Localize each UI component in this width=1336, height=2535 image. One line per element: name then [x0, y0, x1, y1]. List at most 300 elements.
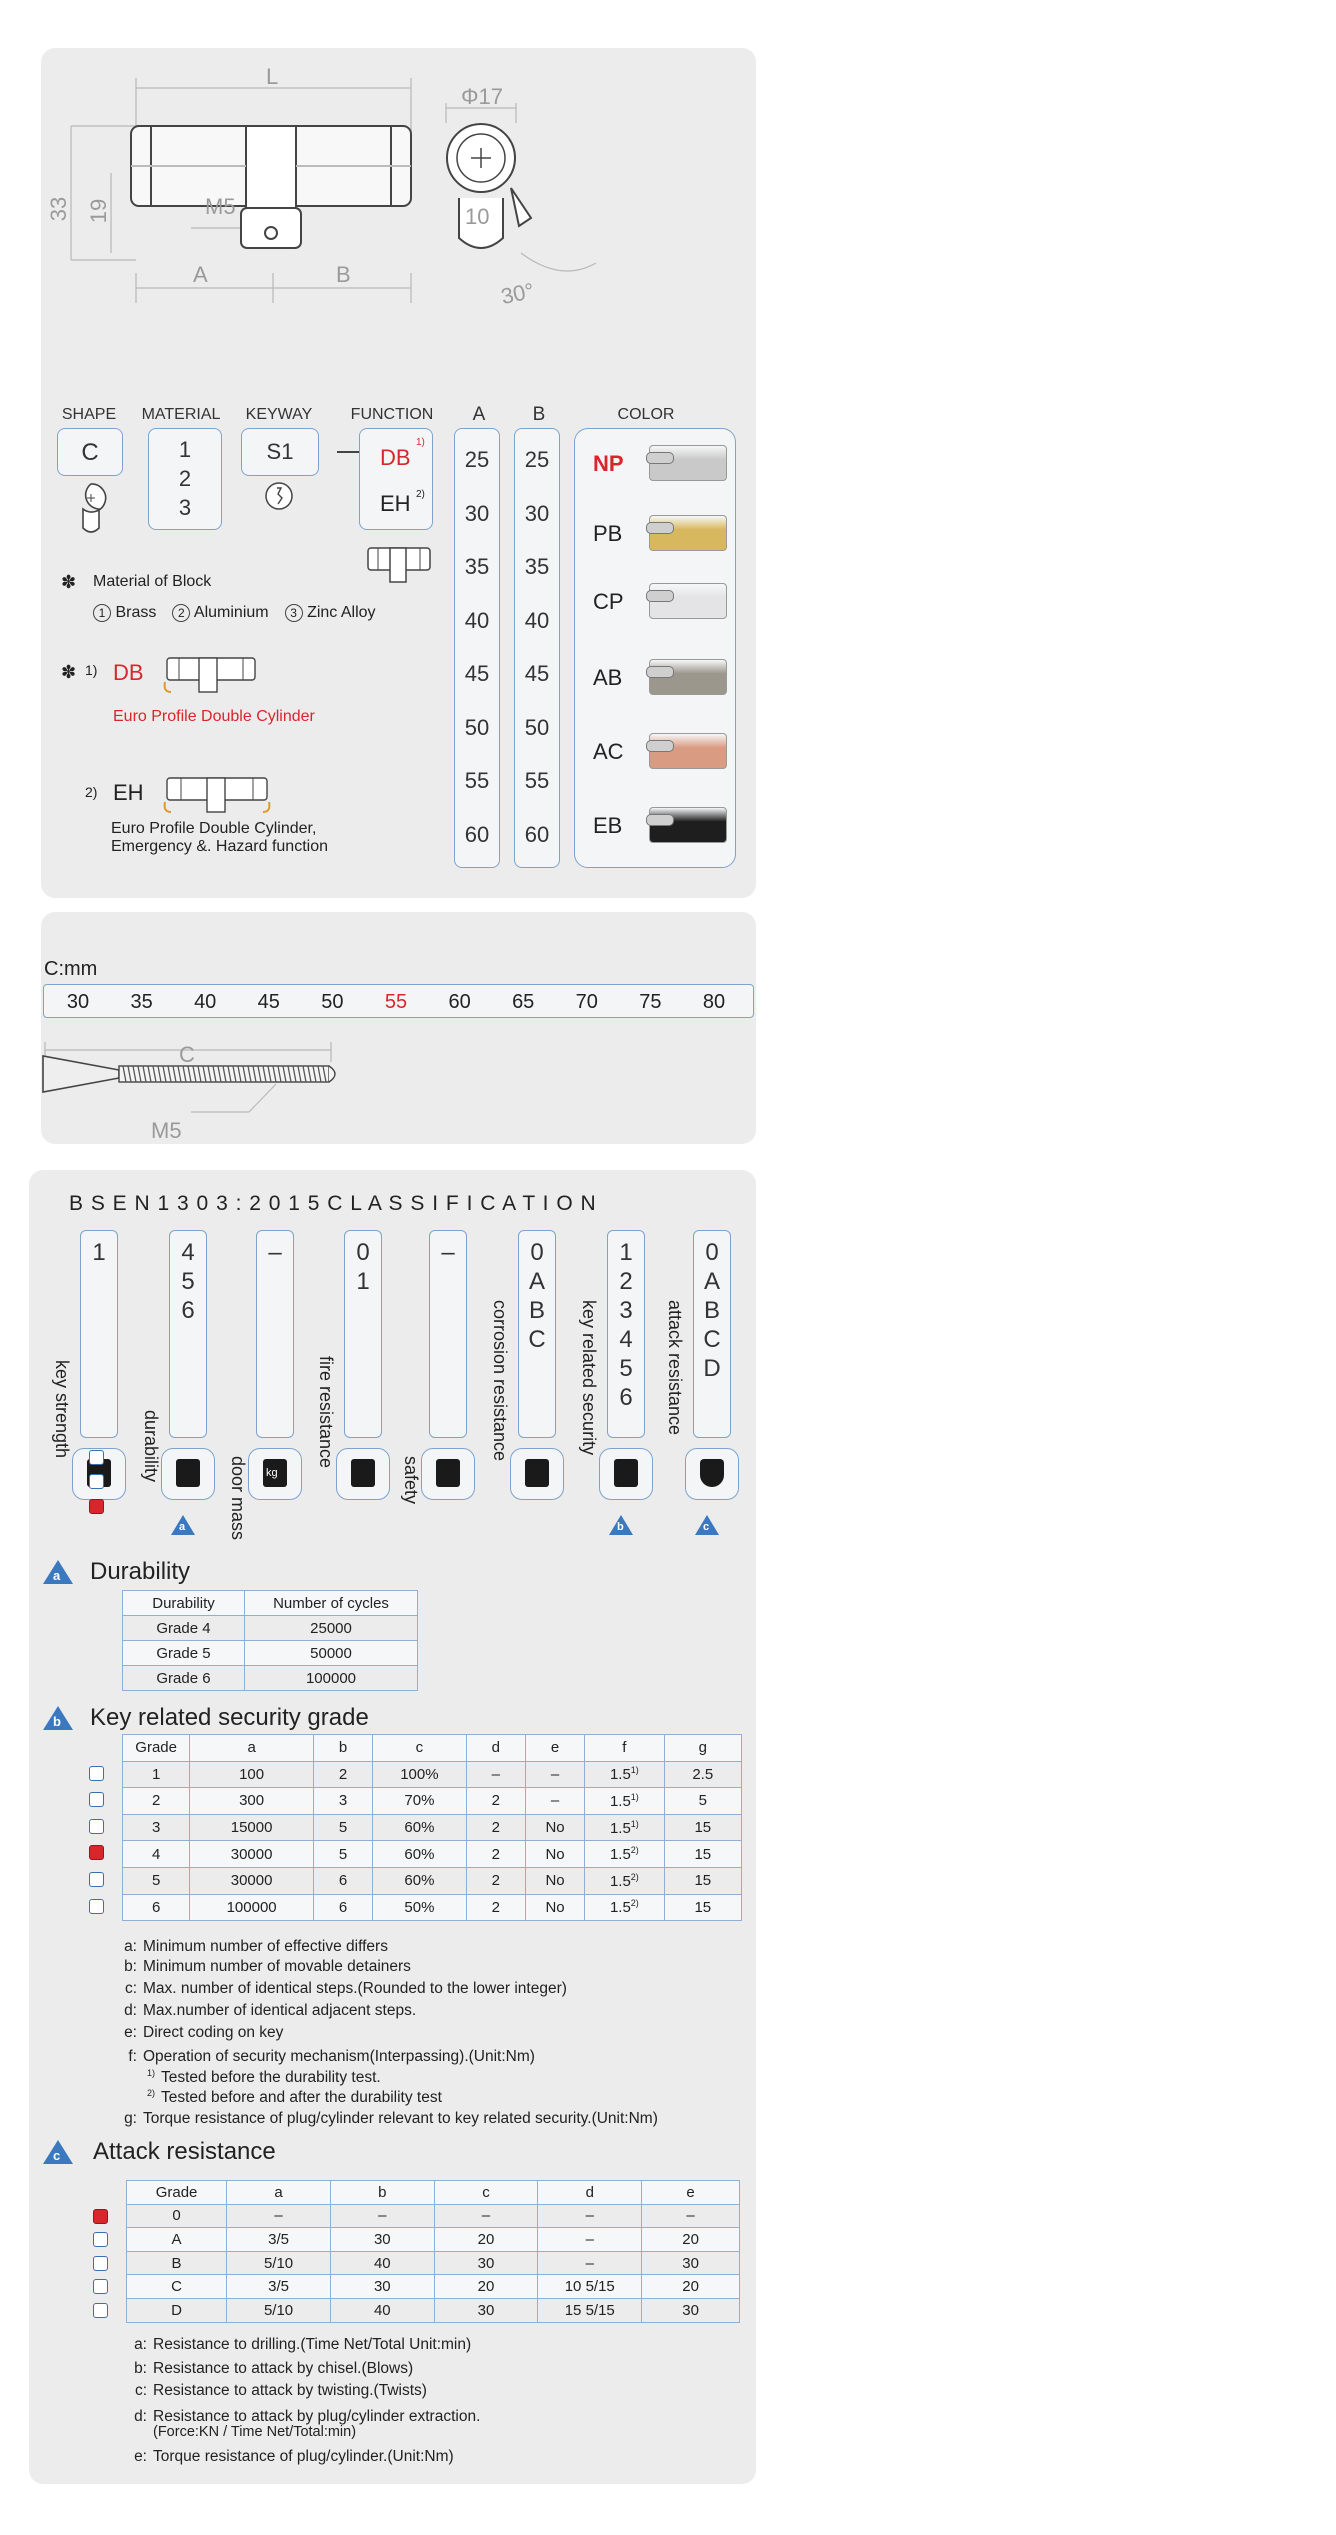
header-a: A — [472, 404, 486, 425]
note2-desc-2: Emergency &. Hazard function — [111, 838, 328, 855]
length-a-35: 35 — [464, 554, 490, 579]
class-label-corrosion-resistance: corrosion resistance — [490, 1300, 510, 1462]
table-cell: 4 — [123, 1841, 190, 1868]
color-code-pb: PB — [593, 521, 623, 546]
color-swatch-np — [649, 445, 727, 481]
table-cell: A — [127, 2228, 227, 2252]
keysec-header-cell: Grade — [123, 1735, 190, 1762]
attack-title: Attack resistance — [93, 2138, 276, 2165]
table-row — [123, 1616, 418, 1641]
class-box-safety — [429, 1230, 467, 1438]
table-cell: 60% — [373, 1867, 466, 1894]
class-badge-a: a — [171, 1515, 195, 1535]
dim-33: 33 — [46, 196, 72, 222]
table-cell: 10 5/15 — [538, 2275, 642, 2299]
keysec-checkbox-4[interactable] — [89, 1872, 104, 1887]
table-cell: – — [538, 2228, 642, 2252]
attack-note: (Force:KN / Time Net/Total:min) — [153, 2424, 357, 2440]
length-a-40: 40 — [464, 607, 490, 633]
table-row — [123, 1788, 742, 1815]
table-row — [123, 1761, 742, 1788]
keysec-header-cell: e — [525, 1735, 584, 1762]
table-row — [127, 2275, 740, 2299]
keysec-note: a: Minimum number of effective differs — [124, 1938, 388, 1955]
table-cell: 1.5$^{2)}$ — [585, 1894, 664, 1921]
eh-cylinder-icon — [157, 772, 277, 822]
badge-a: a — [43, 1560, 73, 1584]
keysec-header-cell: g — [664, 1735, 741, 1762]
class-label-durability: durability — [141, 1410, 161, 1483]
key-icon — [646, 814, 674, 826]
keysec-title: Key related security grade — [90, 1704, 369, 1731]
keysec-header-row — [123, 1735, 742, 1762]
fire-icon — [336, 1448, 390, 1500]
class-box-durability — [169, 1230, 207, 1438]
table-cell: 0 — [127, 2204, 227, 2228]
length-a-45: 45 — [464, 661, 490, 686]
durability-checkbox-0[interactable] — [89, 1450, 104, 1465]
table-cell: 20 — [642, 2228, 740, 2252]
header-keyway: KEYWAY — [245, 406, 313, 423]
keyway-box — [241, 428, 319, 476]
class-value-5-2: B — [528, 1297, 545, 1324]
header-function: FUNCTION — [350, 406, 434, 423]
asterisk-icon: ✽ — [61, 572, 77, 592]
attack-checkbox-2[interactable] — [93, 2256, 108, 2271]
class-value-7-4: D — [703, 1355, 721, 1382]
table-row — [127, 2251, 740, 2275]
table-cell: C — [127, 2275, 227, 2299]
class-value-1-2: 6 — [181, 1297, 195, 1324]
class-value-4-0: – — [441, 1239, 455, 1266]
lock-icon — [599, 1448, 653, 1500]
length-a-box — [454, 428, 500, 868]
color-swatch-eb — [649, 807, 727, 843]
table-cell: 15 — [664, 1867, 741, 1894]
class-value-6-2: 3 — [619, 1297, 633, 1324]
spec-panel — [41, 48, 756, 898]
dim-angle: 30° — [498, 277, 537, 310]
keyway-value: S1 — [266, 439, 294, 464]
dim-10: 10 — [465, 204, 490, 229]
table-cell: 2 — [466, 1867, 525, 1894]
class-value-3-0: 0 — [356, 1239, 370, 1266]
class-value-3-1: 1 — [356, 1268, 370, 1295]
table-row — [127, 2298, 740, 2322]
attack-note: e: Torque resistance of plug/cylinder.(Unit:Nm) — [134, 2448, 454, 2465]
attack-checkbox-0[interactable] — [93, 2209, 108, 2224]
attack-checkbox-1[interactable] — [93, 2232, 108, 2247]
material-value-2: 2 — [178, 466, 192, 491]
block-title: Material of Block — [93, 573, 212, 590]
table-cell: 2 — [466, 1894, 525, 1921]
class-value-6-0: 1 — [619, 1239, 633, 1266]
keysec-table — [122, 1734, 742, 1921]
note2-code: EH — [113, 780, 144, 805]
table-cell: 5/10 — [227, 2251, 331, 2275]
table-cell: 1.5$^{1)}$ — [585, 1814, 664, 1841]
table-row — [123, 1894, 742, 1921]
length-b-35: 35 — [524, 554, 550, 579]
color-swatch-pb — [649, 515, 727, 551]
table-cell: 1.5$^{2)}$ — [585, 1841, 664, 1868]
table-cell: Grade 6 — [123, 1666, 245, 1691]
keysec-note: 1) Tested before the durability test. — [146, 2068, 381, 2087]
attack-header-cell: c — [434, 2181, 538, 2205]
class-value-6-5: 6 — [619, 1384, 633, 1411]
screw-c-label: C — [179, 1042, 195, 1067]
attack-note: c: Resistance to attack by twisting.(Twists) — [134, 2382, 427, 2399]
screw-length-45: 45 — [257, 991, 280, 1013]
classification-title: B S E N 1 3 0 3 : 2 0 1 5 C L A S S I F I C A T I O N — [69, 1192, 597, 1215]
class-badge-c: c — [695, 1515, 719, 1535]
function-db-sup: 1) — [416, 437, 425, 448]
class-value-7-3: C — [703, 1326, 721, 1353]
keysec-note: b: Minimum number of movable detainers — [124, 1958, 411, 1975]
table-cell: 30 — [434, 2251, 538, 2275]
screw-length-55: 55 — [384, 991, 408, 1013]
screw-unit: C:mm — [44, 958, 98, 980]
keysec-note: d: Max.number of identical adjacent steps. — [124, 2002, 417, 2019]
table-cell: 6 — [313, 1894, 372, 1921]
class-label-fire-resistance: fire resistance — [316, 1356, 336, 1469]
table-cell: 2 — [123, 1788, 190, 1815]
table-cell: 3 — [123, 1814, 190, 1841]
table-cell: 30 — [642, 2298, 740, 2322]
screw-m5-label: M5 — [151, 1118, 182, 1143]
table-cell: 1.5$^{1)}$ — [585, 1761, 664, 1788]
badge-b: b — [43, 1706, 73, 1730]
table-cell: 30000 — [190, 1867, 314, 1894]
table-cell: – — [434, 2204, 538, 2228]
note2-marker: 2) — [85, 784, 98, 800]
screw-panel — [41, 912, 756, 1144]
table-cell: – — [538, 2251, 642, 2275]
table-cell: B — [127, 2251, 227, 2275]
length-b-55: 55 — [524, 768, 550, 793]
function-box — [359, 428, 433, 530]
screw-length-60: 60 — [448, 991, 471, 1013]
note1-code: DB — [113, 660, 144, 685]
table-row — [123, 1867, 742, 1894]
attack-header-row — [127, 2181, 740, 2205]
durability-header-cell: Number of cycles — [245, 1591, 418, 1616]
table-cell: 40 — [330, 2298, 434, 2322]
table-cell: 6 — [313, 1867, 372, 1894]
table-cell: 15000 — [190, 1814, 314, 1841]
table-cell: 1.5$^{2)}$ — [585, 1867, 664, 1894]
table-cell: 100% — [373, 1761, 466, 1788]
function-eh-sup: 2) — [416, 489, 425, 500]
class-value-5-3: C — [528, 1326, 546, 1353]
length-a-55: 55 — [464, 768, 490, 793]
cylinder-drawing — [41, 48, 756, 348]
note2-desc-1: Euro Profile Double Cylinder, — [111, 820, 317, 837]
class-box-corrosion-resistance — [518, 1230, 556, 1438]
dim-a: A — [193, 262, 208, 287]
table-cell: 30 — [642, 2251, 740, 2275]
color-swatch-ac — [649, 733, 727, 769]
table-row — [123, 1841, 742, 1868]
length-a-25: 25 — [464, 447, 490, 472]
durability-header-cell: Durability — [123, 1591, 245, 1616]
keysec-note: 2) Tested before and after the durability test — [146, 2088, 442, 2107]
class-label-attack-resistance: attack resistance — [665, 1300, 685, 1436]
function-eh: EH — [380, 491, 411, 516]
block-item-brass: 1 Brass — [93, 604, 156, 622]
table-cell: 70% — [373, 1788, 466, 1815]
table-cell: 6 — [123, 1894, 190, 1921]
attack-header-cell: e — [642, 2181, 740, 2205]
dim-m5: M5 — [205, 194, 236, 219]
key-icon — [646, 740, 674, 752]
table-cell: No — [525, 1894, 584, 1921]
block-item-zinc: 3 Zinc Alloy — [285, 604, 376, 622]
attack-note: d: Resistance to attack by plug/cylinder extraction. — [134, 2408, 481, 2425]
keysec-note: e: Direct coding on key — [124, 2024, 284, 2041]
attack-table — [126, 2180, 740, 2323]
table-cell: 5 — [123, 1867, 190, 1894]
table-cell: 3 — [313, 1788, 372, 1815]
durability-title: Durability — [90, 1558, 191, 1585]
length-b-50: 50 — [524, 714, 550, 740]
asterisk-icon-2: ✽ — [61, 662, 77, 682]
table-cell: 50% — [373, 1894, 466, 1921]
table-cell: 60% — [373, 1814, 466, 1841]
class-value-6-3: 4 — [619, 1326, 633, 1353]
class-value-7-0: 0 — [705, 1239, 719, 1266]
keysec-header-cell: b — [313, 1735, 372, 1762]
table-cell: – — [466, 1761, 525, 1788]
table-cell: 3/5 — [227, 2228, 331, 2252]
table-cell: – — [538, 2204, 642, 2228]
keysec-header-cell: a — [190, 1735, 314, 1762]
table-cell: 30 — [330, 2275, 434, 2299]
key-icon — [646, 452, 674, 464]
table-cell: 5 — [313, 1841, 372, 1868]
screw-length-40: 40 — [194, 991, 217, 1013]
table-row — [127, 2228, 740, 2252]
keyway-icon — [263, 480, 295, 512]
table-cell: 2 — [466, 1788, 525, 1815]
key-icon — [646, 522, 674, 534]
table-cell: 60% — [373, 1841, 466, 1868]
table-cell: – — [525, 1788, 584, 1815]
class-value-6-1: 2 — [619, 1268, 633, 1295]
table-cell: D — [127, 2298, 227, 2322]
table-cell: 1.5$^{1)}$ — [585, 1788, 664, 1815]
table-row — [123, 1641, 418, 1666]
screw-length-80: 80 — [702, 991, 726, 1013]
class-value-5-0: 0 — [530, 1239, 544, 1266]
keysec-note: g: Torque resistance of plug/cylinder relevant to key related security.(Unit:Nm) — [124, 2110, 658, 2127]
attack-checkbox-3[interactable] — [93, 2279, 108, 2294]
key-icon — [646, 666, 674, 678]
class-label-key-strength: key strength — [52, 1360, 72, 1459]
cylinder-icon — [366, 544, 432, 588]
length-b-25: 25 — [524, 447, 550, 472]
color-code-np: NP — [593, 451, 624, 476]
table-cell: 2.5 — [664, 1761, 741, 1788]
keysec-checkbox-3[interactable] — [89, 1845, 104, 1860]
table-cell: 20 — [434, 2228, 538, 2252]
classification-panel — [29, 1170, 756, 2484]
screw-length-35: 35 — [130, 991, 153, 1013]
header-material: MATERIAL — [141, 406, 221, 423]
header-color: COLOR — [617, 406, 675, 423]
table-cell: – — [525, 1761, 584, 1788]
class-value-6-4: 5 — [619, 1355, 633, 1382]
keysec-header-cell: f — [585, 1735, 664, 1762]
note1-marker: 1) — [85, 662, 98, 678]
attack-note: b: Resistance to attack by chisel.(Blows) — [134, 2360, 414, 2377]
table-cell: – — [642, 2204, 740, 2228]
keysec-note: c: Max. number of identical steps.(Rounded to the lower integer) — [124, 1980, 567, 1997]
class-label-safety: safety — [401, 1456, 421, 1505]
table-cell: 30000 — [190, 1841, 314, 1868]
color-swatch-cp — [649, 583, 727, 619]
table-cell: – — [330, 2204, 434, 2228]
note1-desc: Euro Profile Double Cylinder — [113, 708, 315, 725]
table-cell: 2 — [466, 1841, 525, 1868]
keysec-checkbox-5[interactable] — [89, 1899, 104, 1914]
dim-phi: Φ17 — [461, 84, 504, 109]
table-cell: 25000 — [245, 1616, 418, 1641]
length-b-60: 60 — [524, 821, 550, 847]
db-cylinder-icon — [159, 652, 259, 700]
color-code-ac: AC — [593, 739, 624, 764]
keysec-header-cell: c — [373, 1735, 466, 1762]
shape-box — [57, 428, 123, 476]
length-a-30: 30 — [464, 500, 490, 526]
table-cell: 5 — [313, 1814, 372, 1841]
function-db: DB — [380, 445, 411, 470]
keysec-checkbox-0[interactable] — [89, 1766, 104, 1781]
dim-l: L — [266, 64, 279, 89]
table-cell: 100000 — [245, 1666, 418, 1691]
keysec-checkbox-2[interactable] — [89, 1819, 104, 1834]
attack-header-cell: a — [227, 2181, 331, 2205]
table-cell: No — [525, 1841, 584, 1868]
table-cell: 5/10 — [227, 2298, 331, 2322]
class-value-1-1: 5 — [181, 1268, 195, 1295]
class-value-5-1: A — [528, 1268, 545, 1295]
attack-header-cell: Grade — [127, 2181, 227, 2205]
class-label-key-related-security: key related security — [579, 1300, 599, 1456]
length-a-60: 60 — [464, 821, 490, 847]
table-cell: 30 — [330, 2228, 434, 2252]
table-row — [127, 2204, 740, 2228]
keysec-checkbox-1[interactable] — [89, 1792, 104, 1807]
screw-length-50: 50 — [321, 991, 344, 1013]
class-box-key-strength — [80, 1230, 118, 1438]
class-box-door-mass — [256, 1230, 294, 1438]
kg-icon — [248, 1448, 302, 1500]
color-code-eb: EB — [593, 813, 623, 838]
length-b-30: 30 — [524, 500, 550, 526]
profile-shape-icon — [71, 480, 111, 538]
dim-b: B — [336, 262, 351, 287]
attack-checkbox-4[interactable] — [93, 2303, 108, 2318]
table-cell: 100 — [190, 1761, 314, 1788]
class-value-0-0: 1 — [92, 1239, 106, 1266]
table-cell: 300 — [190, 1788, 314, 1815]
screw-length-65: 65 — [512, 991, 535, 1013]
length-b-box — [514, 428, 560, 868]
class-box-key-related-security — [607, 1230, 645, 1438]
kg-label: kg — [266, 1467, 278, 1479]
screw-length-75: 75 — [639, 991, 662, 1013]
material-value-3: 3 — [178, 495, 192, 520]
durability-table — [122, 1590, 418, 1691]
color-code-cp: CP — [593, 589, 624, 614]
header-shape: SHAPE — [61, 406, 117, 423]
attack-header-cell: d — [538, 2181, 642, 2205]
screw-drawing — [41, 1022, 381, 1132]
length-b-40: 40 — [524, 607, 550, 633]
header-b: B — [532, 404, 546, 425]
class-label-door-mass: door mass — [228, 1456, 248, 1541]
table-cell: 40 — [330, 2251, 434, 2275]
length-a-50: 50 — [464, 714, 490, 740]
table-cell: 100000 — [190, 1894, 314, 1921]
class-value-7-1: A — [703, 1268, 720, 1295]
table-cell: 2 — [313, 1761, 372, 1788]
dim-19: 19 — [86, 198, 112, 224]
table-cell: 30 — [434, 2298, 538, 2322]
cross-icon — [421, 1448, 475, 1500]
badge-c: c — [43, 2140, 73, 2164]
table-cell: 15 — [664, 1894, 741, 1921]
block-item-aluminium: 2 Aluminium — [172, 604, 268, 622]
screw-length-70: 70 — [575, 991, 598, 1013]
screw-length-box — [43, 984, 754, 1018]
key-icon — [646, 590, 674, 602]
material-box — [148, 428, 222, 530]
durability-header-row — [123, 1591, 418, 1616]
class-badge-b: b — [609, 1515, 633, 1535]
table-cell: 50000 — [245, 1641, 418, 1666]
shield-icon — [685, 1448, 739, 1500]
table-cell: 15 5/15 — [538, 2298, 642, 2322]
durability-checkbox-2[interactable] — [89, 1499, 104, 1514]
table-cell: 2 — [466, 1814, 525, 1841]
class-box-fire-resistance — [344, 1230, 382, 1438]
class-value-7-2: B — [703, 1297, 720, 1324]
table-cell: Grade 4 — [123, 1616, 245, 1641]
hourglass-icon — [161, 1448, 215, 1500]
table-row — [123, 1666, 418, 1691]
shape-value: C — [81, 439, 99, 466]
table-cell: No — [525, 1867, 584, 1894]
table-cell: 15 — [664, 1814, 741, 1841]
screw-length-30: 30 — [66, 991, 90, 1013]
table-cell: 20 — [642, 2275, 740, 2299]
block-items — [93, 604, 376, 622]
table-cell: Grade 5 — [123, 1641, 245, 1666]
durability-checkbox-1[interactable] — [89, 1474, 104, 1489]
color-swatch-ab — [649, 659, 727, 695]
attack-header-cell: b — [330, 2181, 434, 2205]
length-b-45: 45 — [524, 661, 550, 686]
class-value-2-0: – — [268, 1239, 282, 1266]
class-value-1-0: 4 — [181, 1239, 195, 1266]
keyway-dash — [337, 451, 359, 453]
keysec-header-cell: d — [466, 1735, 525, 1762]
table-cell: No — [525, 1814, 584, 1841]
tap-icon — [510, 1448, 564, 1500]
table-cell: 20 — [434, 2275, 538, 2299]
